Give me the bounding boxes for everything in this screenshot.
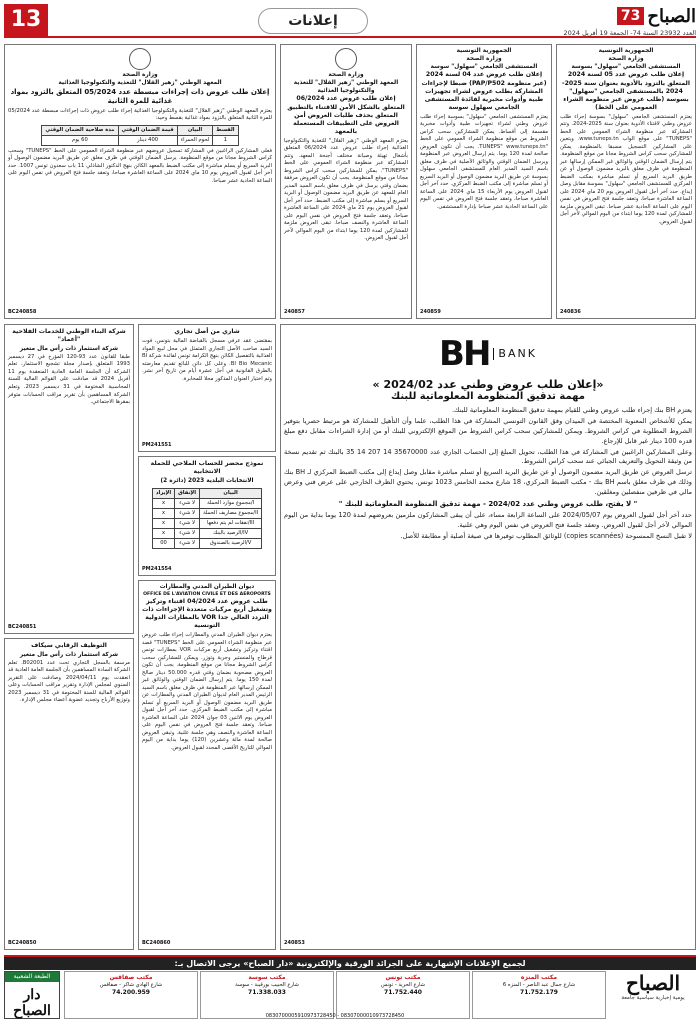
ad-election-account — [138, 456, 276, 576]
ad-ref: PM241551 — [142, 442, 172, 449]
table-cell: V/الرصيد بالصندوق — [200, 539, 262, 549]
ad-line: OFFICE DE L'AVIATION CIVILE ET DES AEROPORTS — [143, 591, 271, 597]
office-name: مكتب تونس — [385, 974, 421, 981]
bh-bank-logo — [284, 334, 692, 374]
table-cell: II/مجموع مصاريف الحملة — [200, 508, 262, 518]
table-cell: III/نفقات لم يتم دفعها — [200, 518, 262, 528]
ad-title: نموذج محضر للحساب الملاحي للحملة الانتخابية — [150, 460, 264, 476]
ad-institute-05 — [4, 44, 276, 319]
table-cell: لحوم الحمراء — [177, 135, 213, 145]
ad-line: المستشفى الجامعي "سهلول" بسوسة — [571, 63, 681, 70]
ad-line: الجمهورية التونسية — [598, 48, 654, 54]
ad-title: إعلان طلب عروض ذات إجراءات مبسطة عدد 05/2024 المتعلق بالتزود بمواد غذائية للمرة الثانية — [10, 87, 270, 105]
ad-subtitle: شركة استثمار ذات رأس مال متغير — [19, 346, 119, 353]
office-card — [200, 971, 334, 1019]
logo-name: الصباح — [647, 5, 696, 27]
footer-logo-small: الطبعة الشعبية — [5, 972, 59, 982]
ad-body: يعتزم المعهد الوطني "زهير القلال" للتغذية والتكنولوجيا الغذائية إجراء طلب عروض ذات إجراءات مبسطة عدد 05/2024 للمرة الثانية المتعلق بالتزود بمواد غذائية بقسط وحيد: — [8, 107, 272, 122]
table-cell: لا شيء — [175, 498, 200, 508]
ad-sicav-1 — [4, 324, 134, 634]
table-cell: 400 دينار — [118, 135, 177, 145]
ad-headline: «إعلان طلب عروض وطني عدد 2024/02 » — [372, 378, 604, 391]
ad-ref: PM241554 — [142, 566, 172, 573]
office-card — [64, 971, 198, 1019]
ad-line: وزارة الصحة — [122, 72, 158, 78]
ad-oaca — [138, 580, 276, 950]
table-cell: لا شيء — [175, 518, 200, 528]
office-phone: 71.752.440 — [384, 989, 422, 997]
ad-sahloul-05 — [556, 44, 696, 319]
table-cell: 1 — [213, 135, 238, 145]
ad-body: يعتزم المعهد الوطني "زهير القلال" للتغذية والتكنولوجيا الغذائية إجراء طلب عروض عدد 06/2024 المتعلق بأشغال تهيئة وصيانة مختلف أجنحة المعهد. وتتم المشاركة عبر منظومة الشراء العمومي على الخط "TUNEPS". يمكن للمشاركين سحب كراس الشروط مجانا من موقع المنظومة. يجب أن تكون العروض مرفقة بضمان وقتي يرسل في ظرف مغلق باسم السيد المدير العام للمعهد عن طريق البريد مضمون الوصول أو البريد السريع أو يسلم مباشرة إلى مكتب الضبط. حدد آخر أجل لقبول العروض يوم 21 ماي 2024 على الساعة العاشرة صباحا، وتعقد جلسة فتح العروض في نفس اليوم على الساعة العاشرة والنصف صباحا. تبقى العروض ملزمة للمشاركين لمدة 120 يوما ابتداء من اليوم الموالي لآخر أجل لقبول العروض. — [284, 137, 408, 242]
ad-line: وزارة الصحة — [608, 55, 644, 62]
office-name: مكتب صفاقس — [109, 974, 153, 981]
ad-line: ديوان الطيران المدني والمطارات — [159, 584, 255, 590]
ad-body: بمقتضى عقد عرفي مسجل بالقباضة المالية بتونس، فوت السيد صاحب الأصل التجاري المتمثل في محل لبيع المواد الغذائية بالتفصيل الكائن بنهج الكرامة تونس لفائدة شركة BI BI Bio Mecanic. وعلى كل دائن للبائع تقديم معارضته بالطرق القانونية في أجل عشرة أيام من تاريخ آخر نشر. وتم اختيار العنوان المذكور محلا للمخابرة. — [142, 338, 272, 382]
issue-line: العدد 23932 السنة 74- الجمعة 19 أفريل 2024 — [563, 29, 696, 37]
ad-body: يعتزم المستشفى الجامعي "سهلول" بسوسة إجراء طلب عروض وطني لشراء تجهيزات طبية وأدوات مخبرية مقسمة إلى أقساط. يمكن للمشاركين سحب كراس الشروط من موقع منظومة الشراء العمومي على الخط "TUNEPS" www.tuneps.tn. يجب أن تكون العروض صالحة لمدة 120 يوما. يتم إرسال العروض عبر المنظومة ويرسل الضمان الوقتي والوثائق الأصلية في ظرف مغلق باسم السيد المدير العام للمستشفى الجامعي سهلول بسوسة عن طريق البريد مضمون الوصول أو البريد السريع أو تسلم مباشرة إلى مكتب الضبط المركزي. حدد آخر أجل لقبول العروض يوم الأربعاء 15 ماي 2024 على الساعة العاشرة صباحا، وتعقد جلسة فتح العروض في نفس اليوم على الساعة الحادية عشر صباحا بإدارة المستشفى. — [420, 113, 548, 210]
table-header: مدة صلاحية الضمان الوقتي — [42, 125, 118, 135]
ad-intro: يعتزم BH بنك إجراء طلب عروض وطني للقيام بمهمة تدقيق المنظومة المعلوماتية للبنك. — [451, 406, 692, 414]
newspaper-logo — [617, 4, 696, 28]
ad-paragraph: وعلى المشاركين الراغبين في المشاركة في هذا الطلب، تحويل المبلغ إلى الحساب الجاري عدد 35670000 14 207 14 35 بالبنك ثم تقديم نسخة من وثيقة التحويل والتعريف الجبائي عند سحب كراس الشروط. — [284, 447, 692, 466]
ad-line: المعهد الوطني "زهير القلال" للتغذية والتكنولوجيا الغذائية — [58, 79, 222, 86]
table-cell: لا شيء — [175, 529, 200, 539]
emblem-icon — [335, 48, 357, 70]
ad-title: شاري من أصل تجاري — [174, 328, 240, 335]
ad-institute-06 — [280, 44, 412, 319]
ad-sahloul-04 — [416, 44, 552, 319]
office-address: شارع الهادي شاكر - صفاقس — [99, 982, 163, 989]
office-name: مكتب المنزه — [520, 974, 558, 981]
ad-title: شركة البناء الوطني للخدمات الفلاحية "أعماد" — [12, 328, 126, 344]
office-card — [336, 971, 470, 1019]
ad-line: وزارة الصحة — [466, 55, 502, 62]
ad-subtitle: الانتخابات البلدية 2023 (دائرة 2) — [160, 478, 254, 485]
footer-accounts: 0830700005910973728450 - 08307000010973728450 — [265, 1013, 405, 1019]
ad-title: إعلان طلب عروض عدد 06/2024 المتعلق بالشكل الأمن للاقتناء بالتطبيق المتعلق بحذف طلبات العروض أمن العروض على التطبيقات المستعملة بالمعهد — [287, 95, 405, 135]
office-address: شارع الحبيب بورقيبة - سوسة — [235, 982, 299, 989]
table-cell: x — [152, 529, 174, 539]
ad-body: مرسمة بالسجل التجاري تحت عدد B02001. تعلم الشركة السادة المساهمين بأن الجلسة العامة العادية قد انعقدت يوم 2024/04/11 وصادقت على التقرير السنوي لمجلس الإدارة وتقرير مراقب الحسابات وعلى القوائم المالية للسنة المختومة في 31 ديسمبر 2023 وتوزيع الأرباح وتجديد عضوية أعضاء مجلس الإدارة. — [8, 659, 131, 704]
ad-paragraph: يمكن للأشخاص المعنوية المختصة في الميدان وفق القانون التونسي المشاركة في هذا الطلب، علما وأن التأهيل للمشاركة هو مرتبط حصريا بتوفير الشروط المطلوبة في كراس الشروط. ويمكن للمشاركين سحب كراس الشروط من الموقع الإلكتروني للبنك أو من إدارة الشراءات مقابل دفع مبلغ قدره 100 دينار غير قابل للإرجاع. — [284, 416, 692, 445]
footer-offices — [64, 971, 606, 1019]
page-header — [4, 4, 696, 38]
page-number: 13 — [4, 4, 48, 36]
footer-logo-left — [4, 971, 60, 1019]
office-phone: 71.752.179 — [520, 989, 558, 997]
ad-subtitle: شركة استثمار ذات رأس مال متغير — [19, 652, 119, 659]
ad-body: طبقا للقانون عدد 93-120 المؤرخ في 27 ديسمبر 1993 المتعلق بإصدار مجلة تشجيع الاستثمار، تعلم الشركة أن الجلسة العامة العادية المنعقدة يوم 11 أفريل 2024 قد صادقت على القوائم المالية للسنة المحاسبية المختومة في 31 ديسمبر 2023. وتعلم الشركة المساهمين بأن تقرير مراقب الحسابات متوفر بمقرها الاجتماعي. — [8, 353, 130, 406]
footer-logo-name: الصباح — [625, 971, 681, 995]
ad-title: التوظيف الرقابي سيكاف — [31, 642, 107, 649]
table-header: الإنفاق — [175, 488, 200, 498]
ad-title: إعلان طلب عروض عدد 05 لسنة 2024 المتعلق بالتزود بالأدوية بعنوان سنة 2025-2024 بالمستشفى الجامعي "سهلول" بسوسة (طلب عروض عبر منظومة الشراء العمومي على الخط) — [561, 71, 690, 111]
office-phone: 74.200.959 — [112, 989, 150, 997]
ad-ref: 240859 — [420, 309, 441, 316]
table-header: البيان — [177, 125, 213, 135]
footer-logo-name: دار الصباح — [13, 987, 51, 1020]
ad-paragraph: ترسل العروض عن طريق البريد مضمون الوصول أو عن طريق البريد السريع أو تسلم مباشرة مقابل وصل إيداع إلى مكتب الضبط المركزي لـ BH بنك وذلك في ظرف مغلق باسم BH بنك - مكتب الضبط المركزي، 18 شارع محمد الخامس 1023 تونس. يحتوي الظرف الخارجي على عرض فني وعرض مالي في ظرفين منفصلين ومغلقين. — [284, 468, 692, 497]
table-header: البيان — [200, 488, 262, 498]
table-cell: 60 يوم — [42, 135, 118, 145]
ad-ref: BC240850 — [8, 940, 37, 947]
ad-body: يعتزم ديوان الطيران المدني والمطارات إجراء طلب عروض عبر منظومة الشراء العمومي على الخط "TUNEPS" قصد اقتناء وتركيز وتشغيل أربع مركبات VOR بمطارات تونس قرطاج والمنستير وجربة وتوزر. ويمكن للمشاركين سحب كراس الشروط مجانا من موقع المنظومة. يجب أن تكون العروض مصحوبة بضمان وقتي قدره 50.000 دينار صالح لمدة 150 يوما. يتم إرسال الضمان الوقتي والوثائق غير الممكن إرسالها عبر المنظومة في ظرف مغلق باسم السيد الرئيس المدير العام لديوان الطيران المدني والمطارات عن طريق البريد مضمون الوصول أو البريد السريع أو تسلم مباشرة إلى مكتب الضبط المركزي. حدد آخر أجل لقبول العروض يوم الاثنين 03 جوان 2024 على الساعة العاشرة صباحا. وتعقد جلسة فتح العروض في نفس اليوم على الساعة العاشرة والنصف وهي جلسة علنية. وتبقى العروض صالحة لمدة مائة وعشرين (120) يوما بداية من اليوم الموالي للتاريخ الأقصى المحدد لقبول العروض. — [142, 632, 273, 751]
ad-line: المستشفى الجامعي "سهلول" سوسة — [430, 63, 538, 70]
table-header: الإيراد — [152, 488, 174, 498]
table-header: قيمة الضمان الوقتي — [118, 125, 177, 135]
office-card — [472, 971, 606, 1019]
table-cell: x — [152, 498, 174, 508]
ad-commercial-sale — [138, 324, 276, 452]
section-title: إعلانات — [258, 8, 368, 34]
bh-logo-word: BANK — [493, 348, 537, 360]
ad-ref: BC240860 — [142, 940, 171, 947]
page-footer — [4, 955, 696, 1018]
ad-line: الجمهورية التونسية — [456, 48, 512, 54]
ad-bh-bank — [280, 324, 696, 950]
bh-logo-mark: BH — [439, 334, 490, 374]
ad-sicav-2 — [4, 638, 134, 950]
logo-number: 73 — [617, 7, 644, 25]
footer-logo-right — [610, 971, 696, 1019]
ad-title: إعلان طلب عروض عدد 04 لسنة 2024 (عبر منظومة PAP/P502) ضبطا لإجراءات المشاركة بطلب عروض لشراء تجهيزات طبية وأدوات مخبرية لفائدة المستشفى الجامعي سهلول سوسة — [421, 71, 547, 111]
lots-table — [41, 125, 238, 146]
table-cell: لا شيء — [175, 508, 200, 518]
ad-body: يعتزم المستشفى الجامعي "سهلول" بسوسة إجراء طلب عروض وطني لاقتناء الأدوية بعنوان سنة 2025-2024. وتتم المشاركة عبر منظومة الشراء العمومي على الخط "TUNEPS" على موقع الواب www.tuneps.tn. ويتعين على المشاركين التسجيل مسبقا بالمنظومة. يمكن للمشاركين سحب كراس الشروط مجانا من موقع المنظومة. يتم إرسال الضمان الوقتي والوثائق غير الممكن إرسالها عبر المنظومة في ظرف مغلق بالبريد مضمون الوصول أو عن طريق البريد السريع أو تسلم مباشرة بمكتب الضبط المركزي للمستشفى الجامعي "سهلول" بسوسة مقابل وصل إيداع. حدد آخر أجل لقبول العروض يوم 20 ماي 2024 على الساعة العاشرة صباحا، وتعقد جلسة فتح العروض في نفس اليوم على الساعة الحادية عشر صباحا. تبقى العروض ملزمة للمشاركين لمدة 120 يوما ابتداء من اليوم الموالي لآخر أجل لقبول العروض. — [560, 113, 693, 225]
ad-title: طلب عروض عدد 04/2024 اقتناء وتركيز وتشغيل أربع مركبات متعددة الإجراءات ذات التردد العالي جدا VOR بالمطارات الدولية التونسية — [142, 598, 272, 630]
ad-body-2: فعلى المشاركين الراغبين في المشاركة تسجيل عروضهم عبر منظومة الشراء العمومي على الخط "TUNEPS" وسحب كراس الشروط مجانا من موقع المنظومة. يرسل الضمان الوقتي في ظرف مغلق عن طريق البريد مضمون الوصول أو البريد السريع أو يسلم مباشرة إلى مكتب الضبط بالمعهد الكائن بنهج الدكتور الشاذلي 11 باب سعدون تونس 1007. حدد آخر أجل لقبول العروض يوم 10 ماي 2024 على الساعة العاشرة صباحا، وتعقد جلسة فتح العروض في نفس اليوم على الساعة الحادية عشر صباحا. — [8, 147, 272, 184]
footer-contact-bar: لجميع الإعلانات الإشهارية على الجرائد الورقية والإلكترونية «دار الصباح» يرجى الاتصال بـ: — [4, 957, 696, 970]
ad-paragraph: لا تقبل النسخ الممسوحة (copies scannées) للوثائق المطلوب توفيرها في صيغة أصلية أو مطابقة للأصل. — [400, 532, 692, 541]
ad-ref: 240853 — [284, 940, 305, 947]
ad-ref: BC240851 — [8, 624, 37, 631]
office-address: شارع جمال عبد الناصر - المنزه 6 — [502, 982, 576, 989]
footer-logo-tagline: يومية إخبارية سياسية جامعة — [621, 995, 685, 1001]
ad-ref: 240857 — [284, 309, 305, 316]
ad-line: وزارة الصحة — [328, 72, 364, 78]
ad-line: المعهد الوطني "زهير القلال" للتغذية والتكنولوجيا الغذائية — [293, 79, 399, 94]
office-address: شارع الحرية - تونس — [381, 982, 425, 989]
envelope-mention: " لا يفتح، طلب عروض وطني عدد 2024/02 - مهمة تدقيق المنظومة المعلوماتية للبنك " — [338, 500, 638, 509]
ad-ref: 240836 — [560, 309, 581, 316]
office-phone: 71.338.033 — [248, 989, 286, 997]
table-cell: 00 — [152, 539, 174, 549]
ad-paragraph: حدد آخر أجل لقبول العروض يوم 2024/05/07 على الساعة الرابعة مساء، على أن يبقى المشاركون ملزمين بعروضهم لمدة 120 يوما بداية من اليوم الموالي لآخر أجل لقبول العروض. وتعقد جلسة فتح العروض في نفس اليوم وهي علنية. — [284, 511, 692, 530]
election-table — [152, 488, 262, 549]
table-cell: IV/الرصيد بالبنك — [200, 529, 262, 539]
table-cell: I/مجموع موارد الحملة — [200, 498, 262, 508]
table-cell: x — [152, 508, 174, 518]
ad-subhead: مهمة تدقيق المنظومة المعلوماتية للبنك — [391, 391, 585, 402]
table-cell: x — [152, 518, 174, 528]
emblem-icon — [129, 48, 151, 70]
table-header: القسط — [213, 125, 238, 135]
office-name: مكتب سوسة — [248, 974, 286, 981]
ad-ref: BC240858 — [8, 309, 37, 316]
table-cell: لا شيء — [175, 539, 200, 549]
